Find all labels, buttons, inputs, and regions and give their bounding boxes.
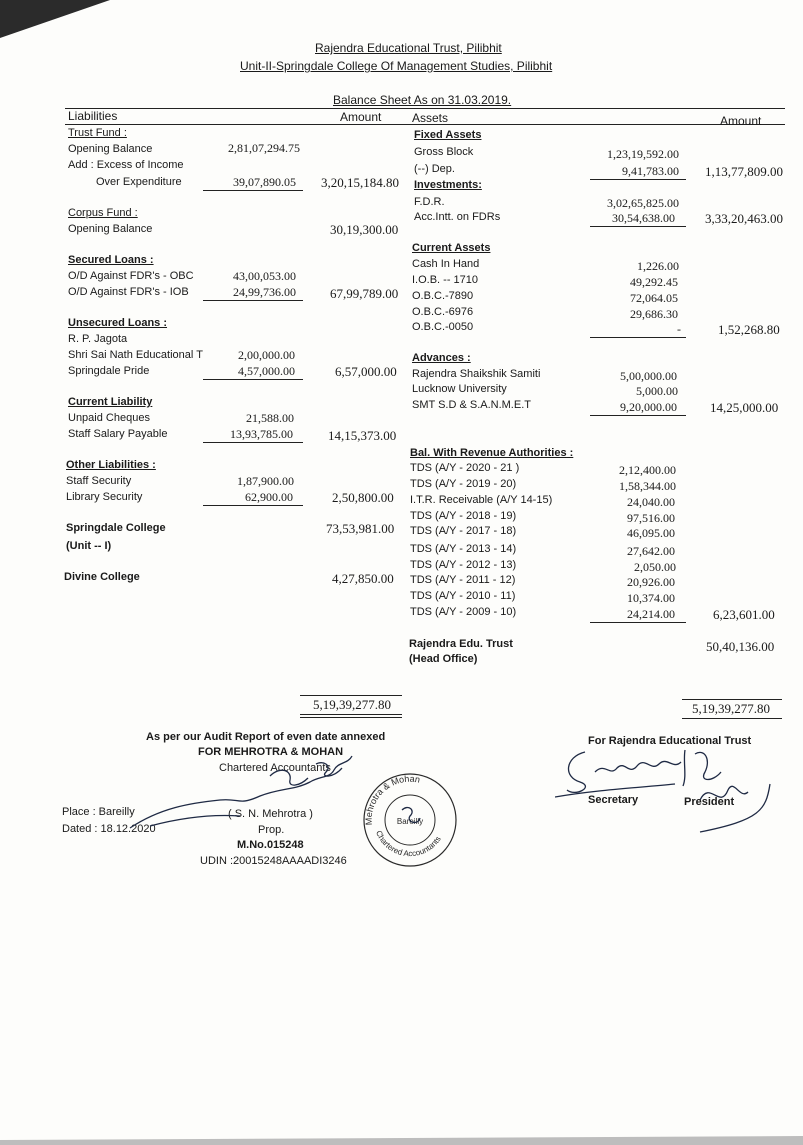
place-line: Place : Bareilly [62,806,135,818]
page-edge-left [0,0,110,40]
other-liabilities-total: 2,50,800.00 [332,490,394,505]
advance-value: 5,000.00 [636,384,678,398]
secretary-label: Secretary [588,794,639,806]
audit-firm-name: FOR MEHROTRA & MOHAN [198,746,344,758]
investment-value: 3,02,65,825.00 [607,196,679,210]
corpus-fund-heading: Corpus Fund : [68,207,138,219]
trust-fund-underline [203,190,303,191]
secured-loan-label: O/D Against FDR's - OBC [68,270,194,282]
grand-total-right-underline [682,718,782,719]
current-asset-value: 29,686.30 [630,307,678,321]
other-liabilities-underline [203,505,303,506]
revenue-underline [590,622,686,623]
corpus-fund-opening-label: Opening Balance [68,223,153,235]
fixed-assets-heading: Fixed Assets [414,129,482,141]
current-asset-value: 49,292.45 [630,275,678,289]
head-office-label: Rajendra Edu. Trust [409,638,513,650]
investment-value: 30,54,638.00 [612,211,675,225]
advances-heading: Advances : [412,352,471,364]
depreciation-value: 9,41,783.00 [622,164,679,178]
secured-loans-heading: Secured Loans : [68,254,154,266]
assets-column-header: Assets [412,111,449,125]
springdale-total: 73,53,981.00 [326,521,395,536]
current-assets-heading: Current Assets [412,242,491,254]
revenue-heading: Bal. With Revenue Authorities : [410,447,574,459]
current-asset-label: I.O.B. -- 1710 [412,274,479,286]
secured-loans-total: 67,99,789.00 [330,286,399,301]
trust-fund-opening-value: 2,81,07,294.75 [228,141,300,155]
corpus-fund-total: 30,19,300.00 [330,222,399,237]
springdale-unit-label: (Unit -- I) [66,540,112,552]
udin-number: UDIN :20015248AAAADI3246 [200,855,347,867]
investments-underline [590,226,686,227]
seal-bottom-text: Chartered Accountants [374,829,443,859]
current-asset-label: O.B.C.-6976 [412,306,474,318]
trust-fund-excess-label: Add : Excess of Income [68,159,184,171]
grand-total-left-underline [300,714,402,715]
current-asset-label: O.B.C.-7890 [412,290,474,302]
current-liability-total: 14,15,373.00 [328,428,397,443]
other-liabilities-heading: Other Liabilities : [66,459,156,471]
tds-label: TDS (A/Y - 2020 - 21 ) [410,462,520,474]
investment-label: F.D.R. [414,196,445,208]
dated-line: Dated : 18.12.2020 [62,823,156,835]
current-liability-value: 13,93,785.00 [230,427,293,441]
grand-total-right-topline [682,699,782,700]
page-edge-bottom [0,1128,803,1145]
auditor-name: ( S. N. Mehrotra ) [228,808,313,820]
unsecured-loan-value: 2,00,000.00 [238,348,295,362]
grand-total-left-topline [300,695,402,696]
unsecured-loans-underline [203,379,303,380]
grand-total-left-underline-2 [300,717,402,718]
advance-label: SMT S.D & S.A.N.M.E.T [412,399,531,411]
tds-label: TDS (A/Y - 2019 - 20) [410,478,517,490]
title-rule [65,108,785,109]
investments-heading: Investments: [414,179,482,191]
tds-label: TDS (A/Y - 2009 - 10) [410,606,517,618]
tds-value: 2,050.00 [634,560,676,574]
current-asset-label: Cash In Hand [412,258,480,270]
other-liability-value: 62,900.00 [245,490,293,504]
audit-firm-subtitle: Chartered Accountants [219,762,331,774]
auditor-title: Prop. [258,824,285,836]
tds-label: TDS (A/Y - 2018 - 19) [410,510,517,522]
audit-report-line: As per our Audit Report of even date annexed [146,731,386,743]
tds-value: 20,926.00 [627,575,675,589]
trust-signatory-line: For Rajendra Educational Trust [588,735,752,747]
trust-fund-opening-label: Opening Balance [68,143,153,155]
college-name: Unit-II-Springdale College Of Management Studies, Pilibhit [240,59,553,73]
gross-block-value: 1,23,19,592.00 [607,147,679,161]
current-liability-value: 21,588.00 [246,411,294,425]
other-liability-value: 1,87,900.00 [237,474,294,488]
springdale-label: Springdale College [66,522,166,534]
divine-total: 4,27,850.00 [332,571,394,586]
unsecured-loan-value: 4,57,000.00 [238,364,295,378]
trust-fund-total: 3,20,15,184.80 [321,175,399,190]
tds-value: 97,516.00 [627,511,675,525]
trust-fund-heading: Trust Fund : [68,127,127,139]
trust-name: Rajendra Educational Trust, Pilibhit [315,41,502,55]
tds-value: 1,58,344.00 [619,479,676,493]
secured-loan-value: 24,99,736.00 [233,285,296,299]
current-asset-value: - [677,322,681,336]
unsecured-loans-total: 6,57,000.00 [335,364,397,379]
president-label: President [684,796,735,808]
current-liability-heading: Current Liability [68,396,153,408]
current-asset-label: O.B.C.-0050 [412,321,474,333]
tds-value: 27,642.00 [627,544,675,558]
gross-block-label: Gross Block [414,146,474,158]
auditor-seal [360,770,460,870]
advance-label: Lucknow University [412,383,507,395]
balance-sheet-title: Balance Sheet As on 31.03.2019. [333,93,512,107]
depreciation-label: (--) Dep. [414,163,455,175]
head-office-sub-label: (Head Office) [409,653,478,665]
advances-total: 14,25,000.00 [710,400,779,415]
tds-value: 46,095.00 [627,526,675,540]
tds-label: TDS (A/Y - 2013 - 14) [410,543,517,555]
liabilities-column-header: Liabilities [68,109,118,123]
current-assets-underline [590,337,686,338]
current-asset-value: 1,226.00 [637,259,679,273]
other-liability-label: Library Security [66,491,143,503]
svg-text:Chartered Accountants [374,829,443,858]
unsecured-loans-heading: Unsecured Loans : [68,317,168,329]
fixed-assets-underline [590,179,686,180]
tds-label: TDS (A/Y - 2017 - 18) [410,525,517,537]
secured-loans-underline [203,300,303,301]
tds-label: TDS (A/Y - 2012 - 13) [410,559,517,571]
amount-left-column-header: Amount [340,110,382,124]
trust-fund-excess-label-2: Over Expenditure [96,176,182,188]
advances-underline [590,415,686,416]
unsecured-loan-label: Springdale Pride [68,365,150,377]
fixed-assets-total: 1,13,77,809.00 [705,164,783,179]
investments-total: 3,33,20,463.00 [705,211,783,226]
advance-value: 9,20,000.00 [620,400,677,414]
trust-fund-excess-value: 39,07,890.05 [233,175,296,189]
amount-right-column-header: Amount [720,114,762,128]
tds-value: 24,214.00 [627,607,675,621]
liabilities-grand-total-value: 5,19,39,277.80 [313,697,391,712]
unsecured-loan-label: Shri Sai Nath Educational T [68,349,203,361]
seal-center-text: Bareilly [396,817,424,826]
secured-loan-value: 43,00,053.00 [233,269,296,283]
current-liability-label: Unpaid Cheques [68,412,150,424]
tds-value: 24,040.00 [627,495,675,509]
membership-number: M.No.015248 [237,839,304,851]
revenue-total: 6,23,601.00 [713,607,775,622]
divine-label: Divine College [64,571,140,583]
tds-value: 10,374.00 [627,591,675,605]
tds-label: TDS (A/Y - 2011 - 12) [410,574,516,586]
auditor-signature [120,748,360,838]
unsecured-loan-label: R. P. Jagota [68,333,128,345]
advance-value: 5,00,000.00 [620,369,677,383]
current-liability-underline [203,442,303,443]
assets-grand-total-value: 5,19,39,277.80 [692,701,770,716]
current-asset-value: 72,064.05 [630,291,678,305]
seal-top-text: Mehrotra & Mohan [363,773,421,826]
advance-label: Rajendra Shaikshik Samiti [412,368,541,380]
tds-label: TDS (A/Y - 2010 - 11) [410,590,516,602]
head-office-total: 50,40,136.00 [706,639,775,654]
other-liability-label: Staff Security [66,475,132,487]
tds-label: I.T.R. Receivable (A/Y 14-15) [410,494,553,506]
current-assets-total: 1,52,268.80 [718,322,780,337]
secured-loan-label: O/D Against FDR's - IOB [68,286,189,298]
tds-value: 2,12,400.00 [619,463,676,477]
investment-label: Acc.Intt. on FDRs [414,211,501,223]
current-liability-label: Staff Salary Payable [68,428,168,440]
